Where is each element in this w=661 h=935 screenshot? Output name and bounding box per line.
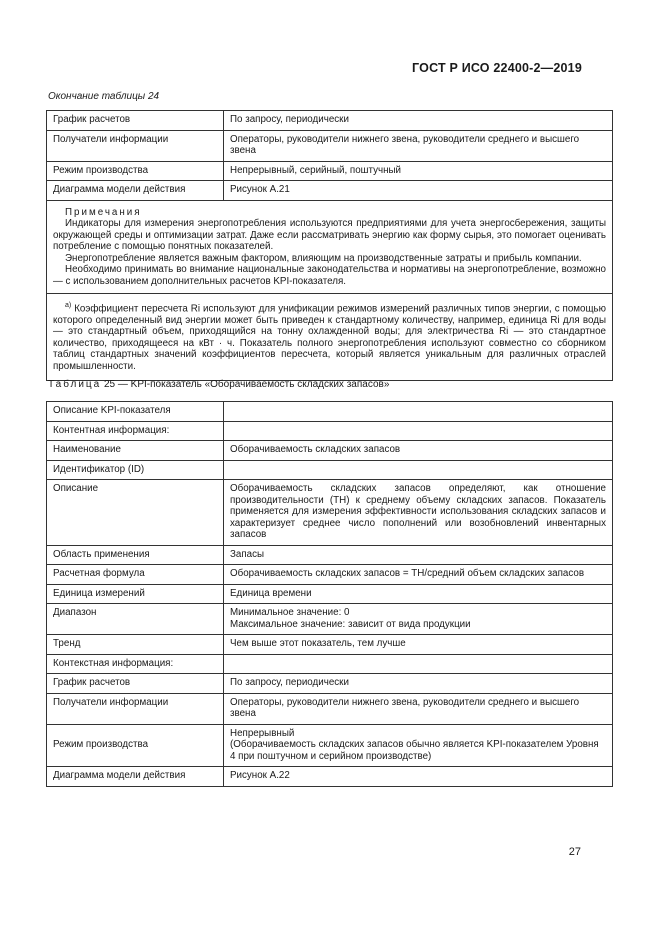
table-caption-title: 25 — KPI-показатель «Оборачиваемость складских запасов» [104, 379, 390, 390]
table-cell-label: Единица измерений [47, 584, 224, 604]
table-footnote-row [47, 294, 613, 381]
table-cell-value: Непрерывный, серийный, поштучный [224, 161, 613, 181]
table-cell-label: Идентификатор (ID) [47, 460, 224, 480]
table-cell-value: Оборачиваемость складских запасов определяют, как отношение производительности (ТН) к среднему объему складских запасов. Показатель применяется для измерения эффективности использования складских запасов и характеризует среднее число пополнений или возобновлений инвентарных запасов [224, 480, 613, 546]
table-cell-label: График расчетов [47, 674, 224, 694]
table-cell-label: Описание KPI-показателя [47, 402, 224, 422]
table-cell-label: Диапазон [47, 604, 224, 635]
note-paragraph: Необходимо принимать во внимание национальные законодательства и нормативы на энергопотребление, возможно — с использованием дополнительных расчетов KPI-показателя. [53, 264, 606, 287]
table-footnote [47, 294, 613, 381]
table-cell-label: Диаграмма модели действия [47, 181, 224, 201]
table-notes-row [47, 200, 613, 294]
note-paragraph: Индикаторы для измерения энергопотребления используются предприятиями для учета энергосбережения, защиты окружающей среды и оптимизации затрат. Даже если рассматривать энергию как форму сырья, это помогает оценивать потребление с помощью понятных показателей. [53, 218, 606, 252]
table-row [47, 161, 613, 181]
table-cell-label: Контентная информация: [47, 421, 224, 441]
table-cell-value: Рисунок А.21 [224, 181, 613, 201]
table-row [47, 480, 613, 546]
table-cell-value [224, 604, 613, 635]
table-row [47, 584, 613, 604]
footnote-text: Коэффициент пересчета Ri используют для унификации режимов измерений различных типов энергии, с помощью которого определенный вид энергии может быть приведен к стандартному количеству, например, единица Ri для воды — это стандартный объем, приходящийся на тонну охлажденной воды; для электричества Ri — это стандартное количество, приходящееся на кВт · ч. Показатель полного энергопотребления используют совместно со сборником таблиц стандартных значений коэффициентов пересчета, который является уникальным для различных отраслей промышленности. [53, 303, 606, 372]
table-cell-label: Режим производства [47, 724, 224, 767]
table-cell-value [224, 402, 613, 422]
table-cell-value: Запасы [224, 545, 613, 565]
table-cell-label: Режим производства [47, 161, 224, 181]
table-cell-value: Оборачиваемость складских запасов [224, 441, 613, 461]
table-cell-value: По запросу, периодически [224, 111, 613, 131]
table-row [47, 111, 613, 131]
table-cell-value: Операторы, руководители нижнего звена, руководители среднего и высшего звена [224, 693, 613, 724]
mode-value: Непрерывный [230, 727, 295, 739]
range-max: Максимальное значение: зависит от вида продукции [230, 618, 471, 630]
table-cell-label: Получатели информации [47, 130, 224, 161]
table-cell-label: График расчетов [47, 111, 224, 131]
table-row [47, 460, 613, 480]
table-row [47, 724, 613, 767]
table-cell-value [224, 421, 613, 441]
table-24-caption: Окончание таблицы 24 [48, 91, 160, 102]
table-cell-label: Контекстная информация: [47, 654, 224, 674]
table-cell-label: Область применения [47, 545, 224, 565]
table-row [47, 654, 613, 674]
table-cell-value [224, 654, 613, 674]
table-row [47, 604, 613, 635]
table-row [47, 693, 613, 724]
table-row [47, 421, 613, 441]
table-25-caption [48, 379, 389, 390]
table-cell-label: Получатели информации [47, 693, 224, 724]
table-row [47, 767, 613, 787]
mode-comment: (Оборачиваемость складских запасов обычно является KPI-показателем Уровня 4 при поштучном и серийном производстве) [230, 739, 599, 762]
table-cell-value: Чем выше этот показатель, тем лучше [224, 635, 613, 655]
table-row [47, 130, 613, 161]
table-cell-label: Описание [47, 480, 224, 546]
table-row [47, 674, 613, 694]
range-min: Минимальное значение: 0 [230, 607, 350, 618]
table-cell-label: Расчетная формула [47, 565, 224, 585]
table-cell-label: Тренд [47, 635, 224, 655]
table-notes [47, 200, 613, 294]
table-cell-label: Диаграмма модели действия [47, 767, 224, 787]
note-paragraph: Энергопотребление является важным фактором, влияющим на производственные затраты и прибыль компании. [65, 252, 582, 264]
table-25 [46, 401, 613, 787]
table-cell-value [224, 460, 613, 480]
table-caption-word: Таблица [48, 379, 102, 390]
table-cell-value: Рисунок А.22 [224, 767, 613, 787]
table-row [47, 441, 613, 461]
page-number: 27 [568, 846, 581, 858]
notes-title: Примечания [65, 206, 142, 218]
table-cell-label: Наименование [47, 441, 224, 461]
table-row [47, 181, 613, 201]
document-standard-number: ГОСТ Р ИСО 22400-2—2019 [412, 61, 582, 75]
table-cell-value: Операторы, руководители нижнего звена, руководители среднего и высшего звена [224, 130, 613, 161]
table-row [47, 402, 613, 422]
table-row [47, 635, 613, 655]
table-24 [46, 110, 613, 381]
table-cell-value: По запросу, периодически [224, 674, 613, 694]
table-cell-value: Единица времени [224, 584, 613, 604]
table-cell-value [224, 724, 613, 767]
table-row [47, 565, 613, 585]
table-cell-value: Оборачиваемость складских запасов = ТН/средний объем складских запасов [224, 565, 613, 585]
table-row [47, 545, 613, 565]
footnote-marker: а) [65, 302, 72, 309]
